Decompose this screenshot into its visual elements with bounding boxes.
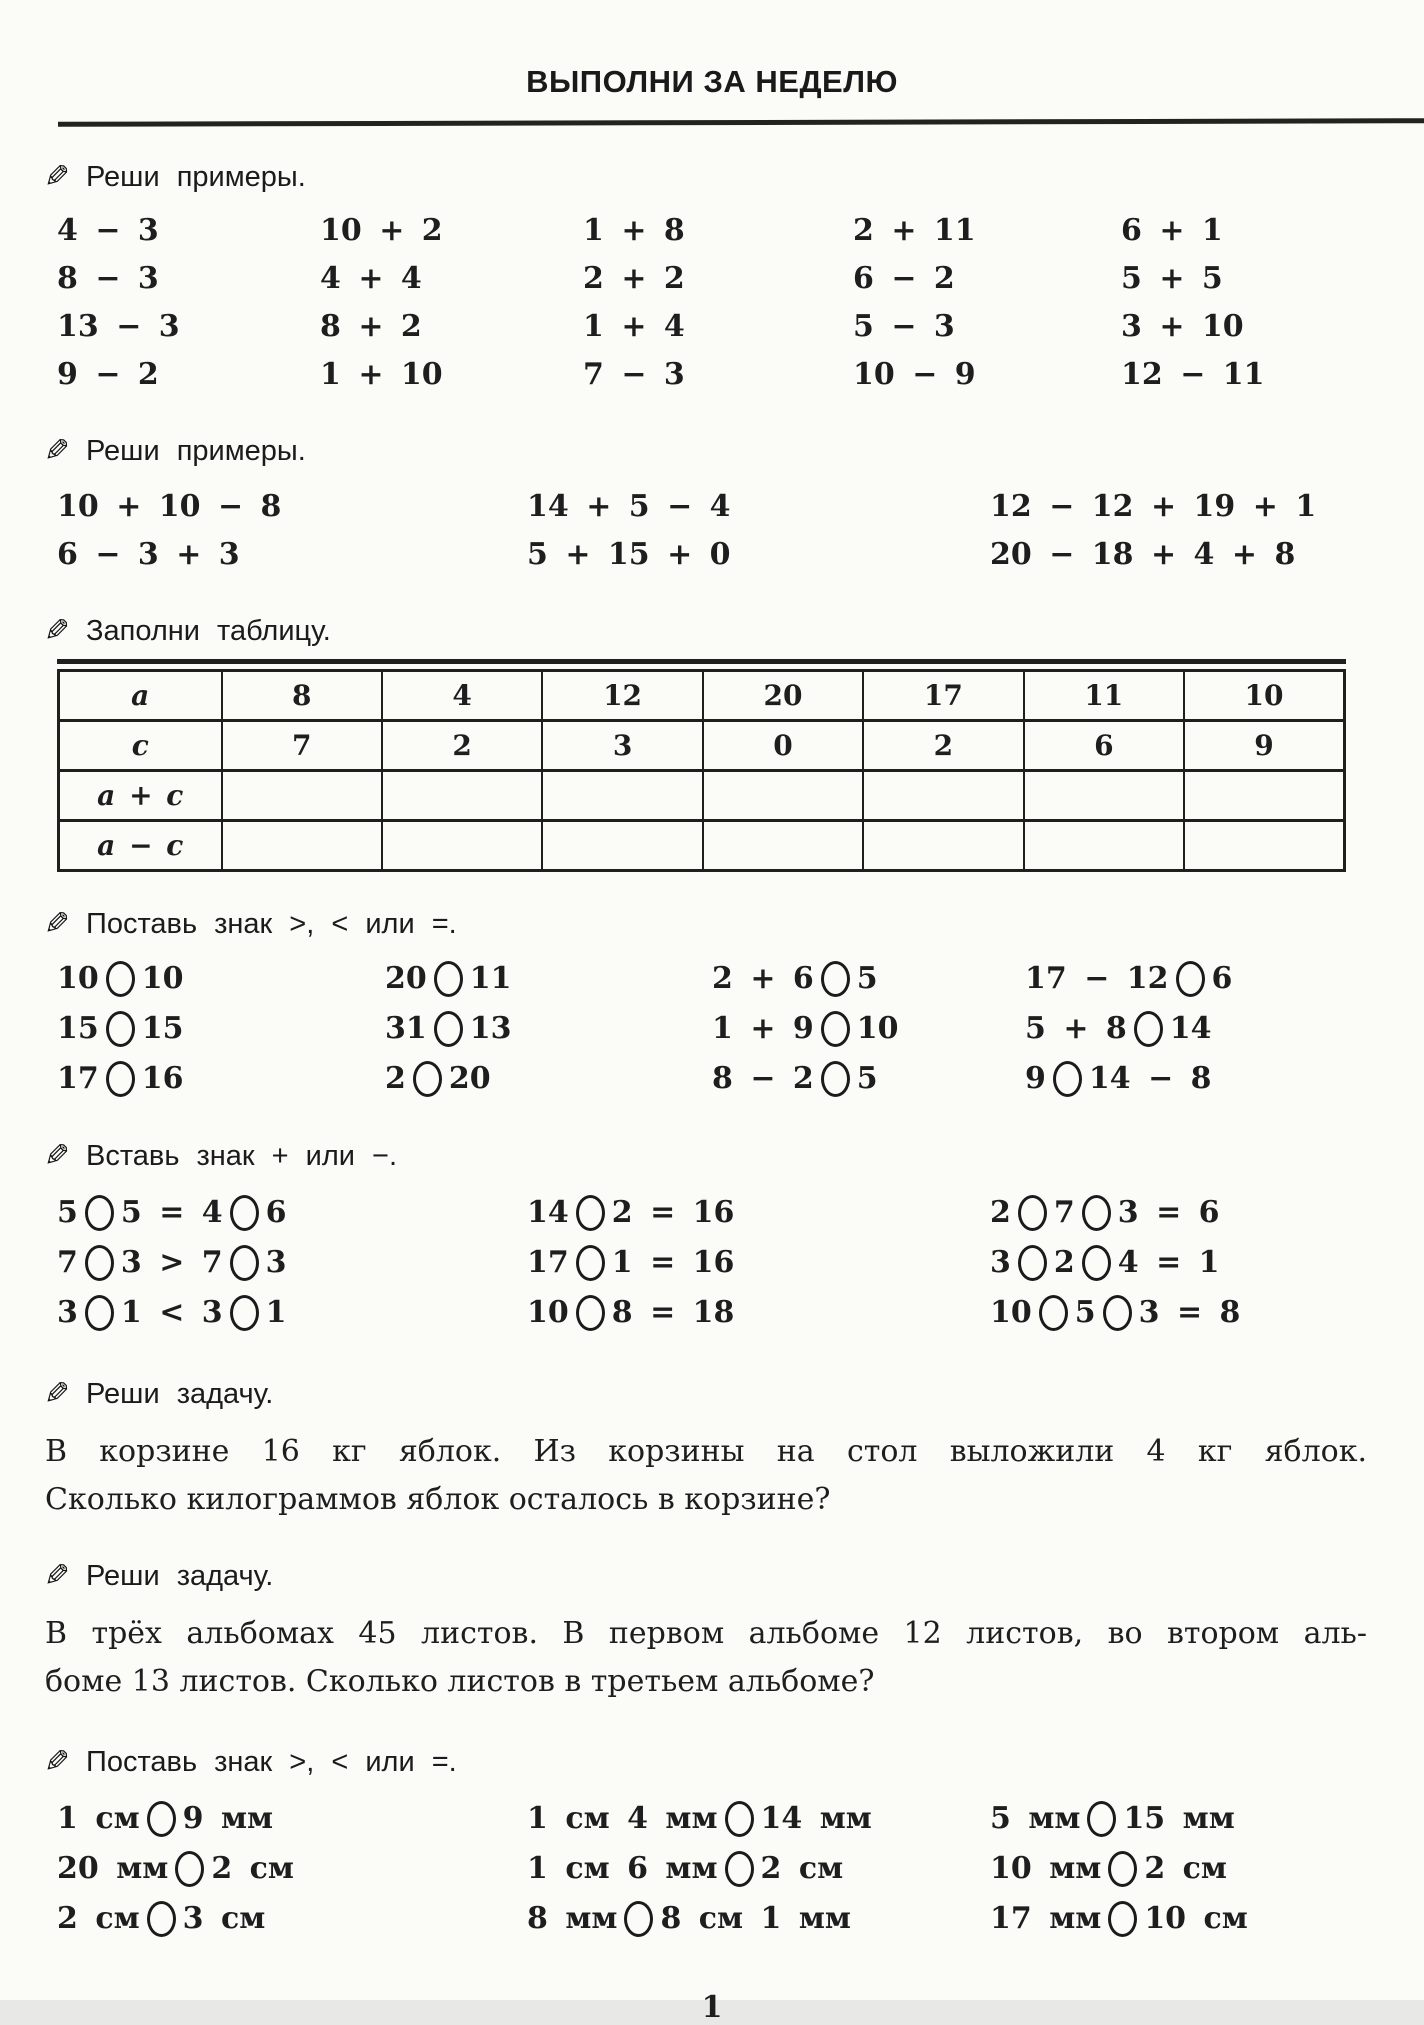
table-value-cell: 2 (863, 721, 1023, 771)
comparison-item: 1 см 4 мм 14 мм (527, 1801, 872, 1836)
comparison-item: 2 см 3 см (57, 1901, 266, 1936)
math-expression: 1 + 10 (320, 357, 443, 392)
answer-circle[interactable] (147, 1901, 176, 1937)
comparison-item: 20 мм 2 см (57, 1851, 294, 1886)
section-heading: Реши примеры. (85, 434, 306, 467)
math-expression: 12 − 11 (1121, 357, 1265, 392)
comparison-grid (57, 954, 1424, 1104)
answer-circle[interactable] (1053, 1061, 1082, 1097)
table-input-cell[interactable] (863, 821, 1023, 871)
comparison-item: 1 см 9 мм (57, 1801, 274, 1836)
pencil-icon: ✎ (44, 1744, 70, 1780)
table-input-cell[interactable] (863, 771, 1023, 821)
answer-circle[interactable] (576, 1195, 605, 1231)
answer-circle[interactable] (230, 1245, 259, 1281)
table-value-cell: 6 (1024, 721, 1184, 771)
examples-grid (57, 207, 1424, 399)
answer-circle[interactable] (230, 1295, 259, 1331)
table-value-cell: 10 (1184, 671, 1344, 721)
math-expression: 6 − 3 + 3 (57, 537, 240, 572)
comparison-item: 5 мм 15 мм (990, 1801, 1235, 1836)
pencil-icon: ✎ (44, 1138, 70, 1174)
pencil-icon: ✎ (44, 906, 70, 942)
answer-circle[interactable] (106, 961, 135, 997)
answer-circle[interactable] (106, 1061, 135, 1097)
table-input-cell[interactable] (542, 771, 702, 821)
answer-circle[interactable] (413, 1061, 442, 1097)
table-value-cell: 11 (1024, 671, 1184, 721)
answer-circle[interactable] (1082, 1195, 1111, 1231)
table-row-label: a + c (59, 771, 222, 821)
comparison-item: 8 мм 8 см 1 мм (527, 1901, 851, 1936)
comparison-item: 2 + 6 5 (712, 961, 878, 996)
comparison-item: 5 5 = 4 6 (57, 1195, 287, 1230)
section-heading: Реши примеры. (85, 160, 306, 193)
answer-circle[interactable] (106, 1011, 135, 1047)
section-heading: Реши задачу. (85, 1559, 274, 1592)
answer-circle[interactable] (1087, 1801, 1116, 1837)
table-value-cell: 3 (542, 721, 702, 771)
fill-table (57, 659, 1346, 872)
section-word-problem-apples (0, 1376, 1424, 1524)
math-expression: 13 − 3 (57, 309, 180, 344)
answer-circle[interactable] (1176, 961, 1205, 997)
pencil-icon: ✎ (44, 1376, 70, 1412)
section-word-problem-albums (0, 1558, 1424, 1706)
problem-line: В трёх альбомах 45 листов. В первом альбоме 12 листов, во втором аль- (45, 1616, 1367, 1651)
comparison-item: 7 3 > 7 3 (57, 1245, 287, 1280)
comparison-item: 8 − 2 5 (712, 1061, 878, 1096)
comparison-item: 31 13 (385, 1011, 512, 1046)
problem-line: Сколько килограммов яблок осталось в корзине? (45, 1482, 831, 1517)
insert-sign-grid (57, 1188, 1424, 1338)
comparison-item: 5 + 8 14 (1025, 1011, 1212, 1046)
answer-circle[interactable] (1018, 1195, 1047, 1231)
answer-circle[interactable] (725, 1801, 754, 1837)
math-expression: 8 − 3 (57, 261, 159, 296)
answer-circle[interactable] (147, 1801, 176, 1837)
answer-circle[interactable] (576, 1245, 605, 1281)
table-value-cell: 20 (703, 671, 863, 721)
math-expression: 20 − 18 + 4 + 8 (990, 537, 1296, 572)
table-input-cell[interactable] (222, 771, 382, 821)
comparison-item: 10 8 = 18 (527, 1295, 735, 1330)
math-expression: 2 + 2 (583, 261, 685, 296)
answer-circle[interactable] (1082, 1245, 1111, 1281)
pencil-icon: ✎ (44, 159, 70, 195)
section-compare-measurements (0, 1744, 1424, 1944)
comparison-item: 17 16 (57, 1061, 184, 1096)
comparison-item: 20 11 (385, 961, 512, 996)
comparison-item: 1 см 6 мм 2 см (527, 1851, 844, 1886)
math-expression: 4 − 3 (57, 213, 159, 248)
answer-circle[interactable] (85, 1295, 114, 1331)
table-input-cell[interactable] (222, 821, 382, 871)
comparison-item: 3 2 4 = 1 (990, 1245, 1220, 1280)
table-value-cell: 2 (382, 721, 542, 771)
math-expression: 5 + 15 + 0 (527, 537, 731, 572)
table-value-cell: 4 (382, 671, 542, 721)
math-expression: 1 + 8 (583, 213, 685, 248)
table-row-label: a (59, 671, 222, 721)
answer-circle[interactable] (434, 961, 463, 997)
comparison-item: 10 5 3 = 8 (990, 1295, 1241, 1330)
section-solve-examples-2 (0, 433, 1424, 579)
section-heading: Реши задачу. (85, 1377, 274, 1410)
comparison-item: 3 1 < 3 1 (57, 1295, 287, 1330)
comparison-item: 17 − 12 6 (1025, 961, 1233, 996)
section-heading: Заполни таблицу. (85, 614, 331, 647)
comparison-item: 10 мм 2 см (990, 1851, 1227, 1886)
math-expression: 14 + 5 − 4 (527, 489, 731, 524)
table-value-cell: 9 (1184, 721, 1344, 771)
answer-circle[interactable] (821, 1011, 850, 1047)
pencil-icon: ✎ (44, 433, 70, 469)
section-heading: Поставь знак >, < или =. (85, 907, 457, 940)
math-expression: 6 + 1 (1121, 213, 1223, 248)
section-fill-table (0, 613, 1424, 872)
answer-circle[interactable] (624, 1901, 653, 1937)
comparison-item: 9 14 − 8 (1025, 1061, 1212, 1096)
comparison-item: 14 2 = 16 (527, 1195, 735, 1230)
comparison-item: 10 10 (57, 961, 184, 996)
table-value-cell: 7 (222, 721, 382, 771)
answer-circle[interactable] (85, 1245, 114, 1281)
math-expression: 3 + 10 (1121, 309, 1244, 344)
answer-circle[interactable] (1134, 1011, 1163, 1047)
answer-circle[interactable] (434, 1011, 463, 1047)
measurement-grid (57, 1794, 1424, 1944)
answer-circle[interactable] (576, 1295, 605, 1331)
table-input-cell[interactable] (1024, 821, 1184, 871)
table-input-cell[interactable] (1024, 771, 1184, 821)
table-value-cell: 0 (703, 721, 863, 771)
header-rule (58, 118, 1424, 127)
comparison-item: 2 7 3 = 6 (990, 1195, 1220, 1230)
problem-text (45, 1610, 1367, 1706)
answer-circle[interactable] (725, 1851, 754, 1887)
answer-circle[interactable] (821, 961, 850, 997)
table-value-cell: 12 (542, 671, 702, 721)
comparison-item: 15 15 (57, 1011, 184, 1046)
answer-circle[interactable] (175, 1851, 204, 1887)
table-input-cell[interactable] (1184, 771, 1344, 821)
page-title: ВЫПОЛНИ ЗА НЕДЕЛЮ (526, 64, 898, 99)
comparison-item: 1 + 9 10 (712, 1011, 899, 1046)
answer-circle[interactable] (1018, 1245, 1047, 1281)
math-expression: 10 + 2 (320, 213, 443, 248)
math-expression: 1 + 4 (583, 309, 685, 344)
table-input-cell[interactable] (382, 821, 542, 871)
math-expression: 2 + 11 (853, 213, 976, 248)
table-row-label: a − c (59, 821, 222, 871)
math-expression: 12 − 12 + 19 + 1 (990, 489, 1317, 524)
math-expression: 9 − 2 (57, 357, 159, 392)
answer-circle[interactable] (1108, 1851, 1137, 1887)
math-expression: 8 + 2 (320, 309, 422, 344)
table-row-label: c (59, 721, 222, 771)
section-heading: Поставь знак >, < или =. (85, 1745, 457, 1778)
math-expression: 6 − 2 (853, 261, 955, 296)
math-expression: 5 − 3 (853, 309, 955, 344)
math-expression: 4 + 4 (320, 261, 422, 296)
table-input-cell[interactable] (703, 821, 863, 871)
table-input-cell[interactable] (382, 771, 542, 821)
table-input-cell[interactable] (703, 771, 863, 821)
pencil-icon: ✎ (44, 613, 70, 649)
pencil-icon: ✎ (44, 1558, 70, 1594)
section-insert-sign (0, 1138, 1424, 1338)
math-expression: 10 + 10 − 8 (57, 489, 282, 524)
answer-circle[interactable] (230, 1195, 259, 1231)
table-value-cell: 8 (222, 671, 382, 721)
table-input-cell[interactable] (542, 821, 702, 871)
answer-circle[interactable] (1103, 1295, 1132, 1331)
math-expression: 5 + 5 (1121, 261, 1223, 296)
math-expression: 7 − 3 (583, 357, 685, 392)
comparison-item: 17 1 = 16 (527, 1245, 735, 1280)
section-compare-numbers (0, 906, 1424, 1104)
section-solve-examples-1 (0, 159, 1424, 399)
problem-text (45, 1428, 1367, 1524)
answer-circle[interactable] (821, 1061, 850, 1097)
page-number: 1 (701, 1990, 723, 2025)
answer-circle[interactable] (85, 1195, 114, 1231)
table-input-cell[interactable] (1184, 821, 1344, 871)
comparison-item: 2 20 (385, 1061, 491, 1096)
problem-line: В корзине 16 кг яблок. Из корзины на стол выложили 4 кг яблок. (45, 1434, 1367, 1469)
answer-circle[interactable] (1108, 1901, 1137, 1937)
problem-line: боме 13 листов. Сколько листов в третьем альбоме? (45, 1664, 875, 1699)
math-expression: 10 − 9 (853, 357, 976, 392)
examples-grid (57, 483, 1424, 579)
answer-circle[interactable] (1039, 1295, 1068, 1331)
comparison-item: 17 мм 10 см (990, 1901, 1248, 1936)
section-heading: Вставь знак + или −. (85, 1139, 398, 1172)
table-value-cell: 17 (863, 671, 1023, 721)
